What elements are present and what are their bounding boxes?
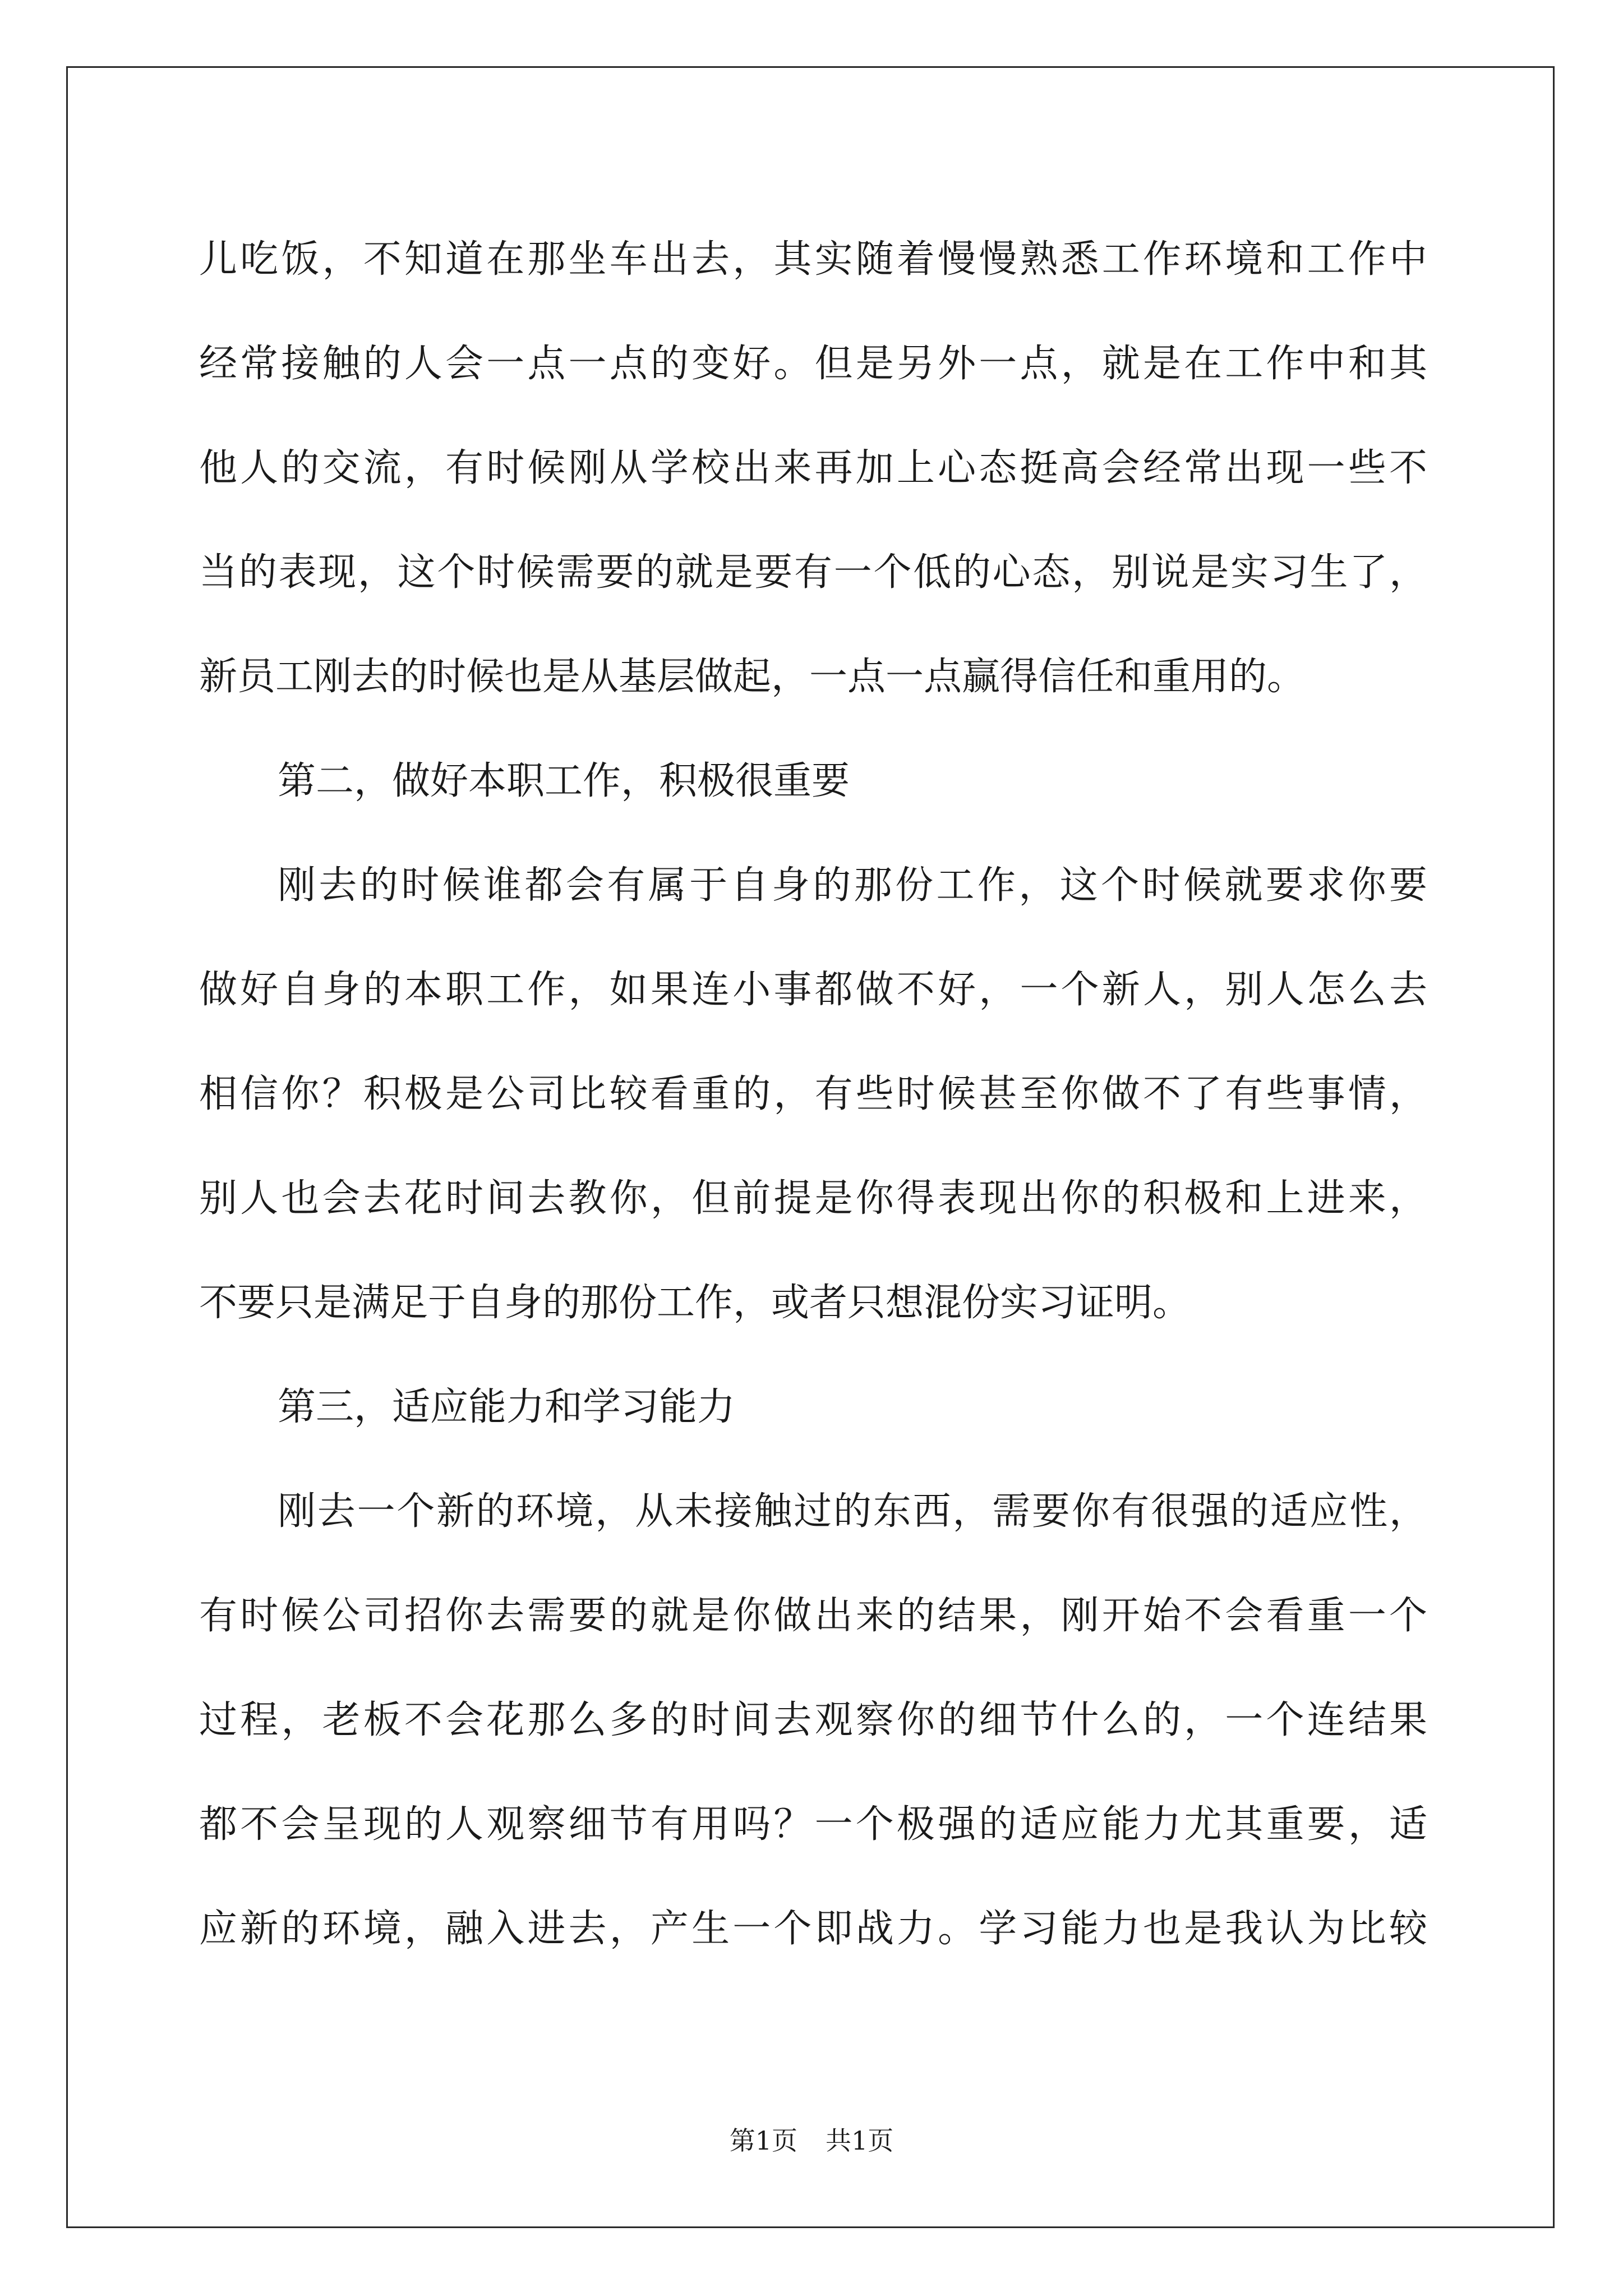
- page-number: 第1页: [729, 2125, 797, 2156]
- text-line: 有时候公司招你去需要的就是你做出来的结果，刚开始不会看重一个: [199, 1594, 1427, 1638]
- text-line: 新员工刚去的时候也是从基层做起，一点一点赢得信任和重用的。: [199, 655, 1306, 699]
- text-line: 经常接触的人会一点一点的变好。但是另外一点，就是在工作中和其: [199, 342, 1427, 386]
- text-line: 做好自身的本职工作，如果连小事都做不好，一个新人，别人怎么去: [199, 968, 1427, 1012]
- text-line: 刚去一个新的环境，从未接触过的东西，需要你有很强的适应性，: [278, 1489, 1427, 1534]
- text-line: 相信你？积极是公司比较看重的，有些时候甚至你做不了有些事情，: [199, 1072, 1427, 1116]
- text-line: 应新的环境，融入进去，产生一个即战力。学习能力也是我认为比较: [199, 1907, 1427, 1951]
- text-line: 第二，做好本职工作，积极很重要: [278, 759, 850, 803]
- text-line: 儿吃饭，不知道在那坐车出去，其实随着慢慢熟悉工作环境和工作中: [199, 237, 1427, 282]
- page-footer: [0, 2124, 1623, 2157]
- text-line: 当的表现，这个时候需要的就是要有一个低的心态，别说是实习生了，: [199, 550, 1427, 595]
- text-line: 他人的交流，有时候刚从学校出来再加上心态挺高会经常出现一些不: [199, 446, 1427, 490]
- text-line: 别人也会去花时间去教你，但前提是你得表现出你的积极和上进来，: [199, 1176, 1427, 1221]
- text-line: 不要只是满足于自身的那份工作，或者只想混份实习证明。: [199, 1281, 1191, 1325]
- text-line: 刚去的时候谁都会有属于自身的那份工作，这个时候就要求你要: [278, 863, 1427, 908]
- page-total: 共1页: [826, 2125, 894, 2156]
- text-line: 过程，老板不会花那么多的时间去观察你的细节什么的，一个连结果: [199, 1698, 1427, 1742]
- document-body: [199, 208, 1427, 1981]
- text-line: 都不会呈现的人观察细节有用吗？一个极强的适应能力尤其重要，适: [199, 1802, 1427, 1847]
- text-line: 第三，适应能力和学习能力: [278, 1385, 736, 1429]
